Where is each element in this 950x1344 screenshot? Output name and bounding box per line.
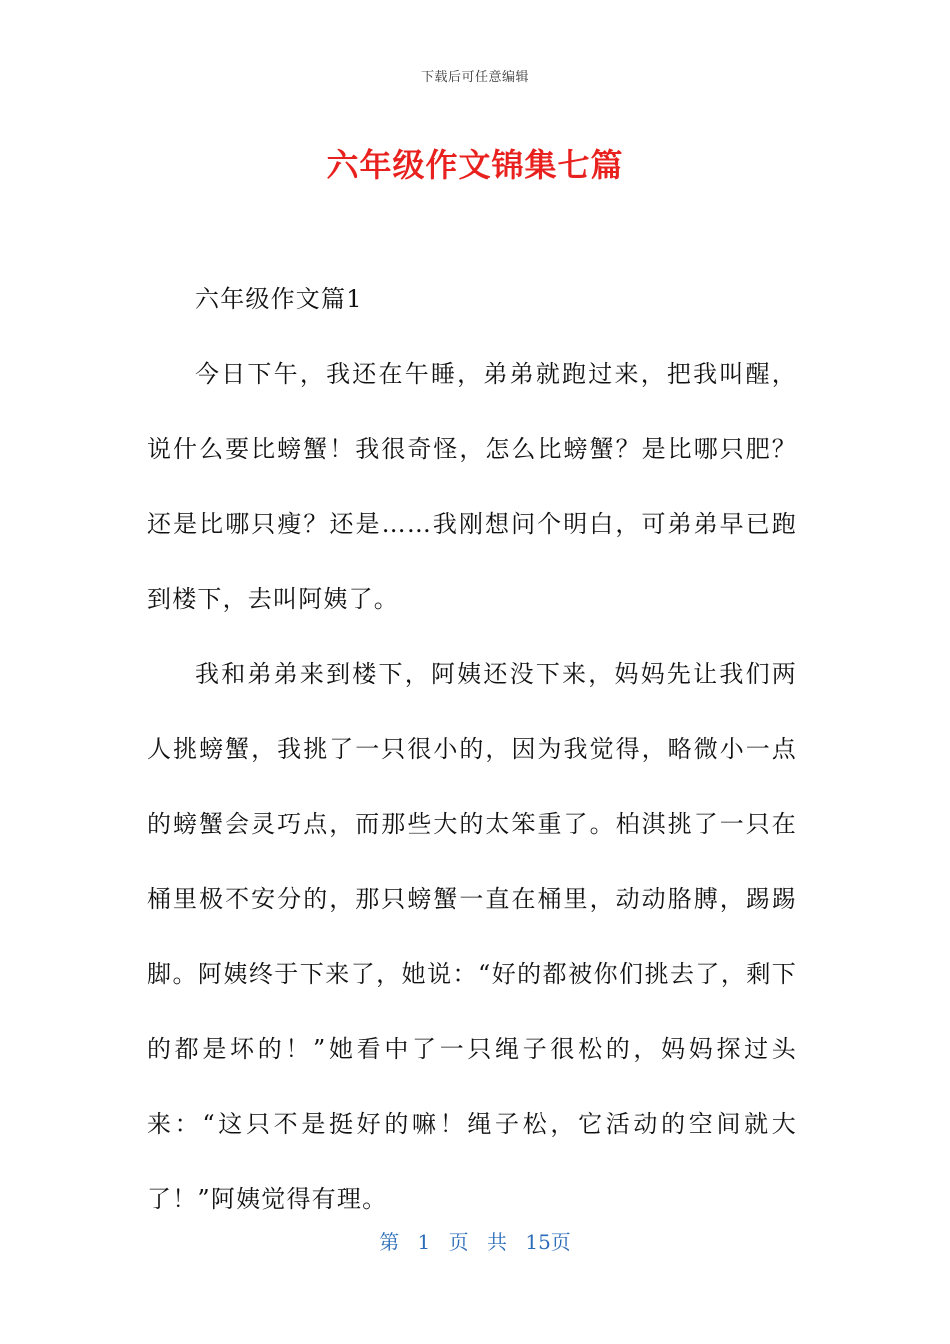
footer-label-di: 第 — [379, 1230, 400, 1254]
footer-total-pages: 15页 — [525, 1230, 571, 1254]
section-heading: 六年级作文篇1 — [195, 285, 363, 313]
paragraph-1: 今日下午，我还在午睡，弟弟就跑过来，把我叫醒，说什么要比螃蟹！我很奇怪，怎么比螃蟹？是比哪只肥？还是比哪只瘦？还是……我刚想问个明白，可弟弟早已跑到楼下，去叫阿姨了。 — [147, 360, 797, 613]
footer-label-gong: 共 — [487, 1230, 507, 1254]
document-title: 六年级作文锦集七篇 — [326, 146, 624, 184]
page-footer — [0, 1226, 950, 1255]
footer-current-page: 1 — [417, 1230, 431, 1254]
footer-label-ye: 页 — [448, 1230, 469, 1254]
document-body — [147, 262, 797, 1237]
header-note: 下载后可任意编辑 — [420, 70, 529, 85]
paragraph-2: 我和弟弟来到楼下，阿姨还没下来，妈妈先让我们两人挑螃蟹，我挑了一只很小的，因为我觉得，略微小一点的螃蟹会灵巧点，而那些大的太笨重了。柏淇挑了一只在桶里极不安分的，那只螃蟹一直在桶里，动动胳膊，踢踢脚。阿姨终于下来了，她说：“好的都被你们挑去了，剩下的都是坏的！”她看中了一只绳子很松的，妈妈探过头来：“这只不是挺好的嘛！绳子松，它活动的空间就大了！”阿姨觉得有理。 — [147, 660, 797, 1213]
